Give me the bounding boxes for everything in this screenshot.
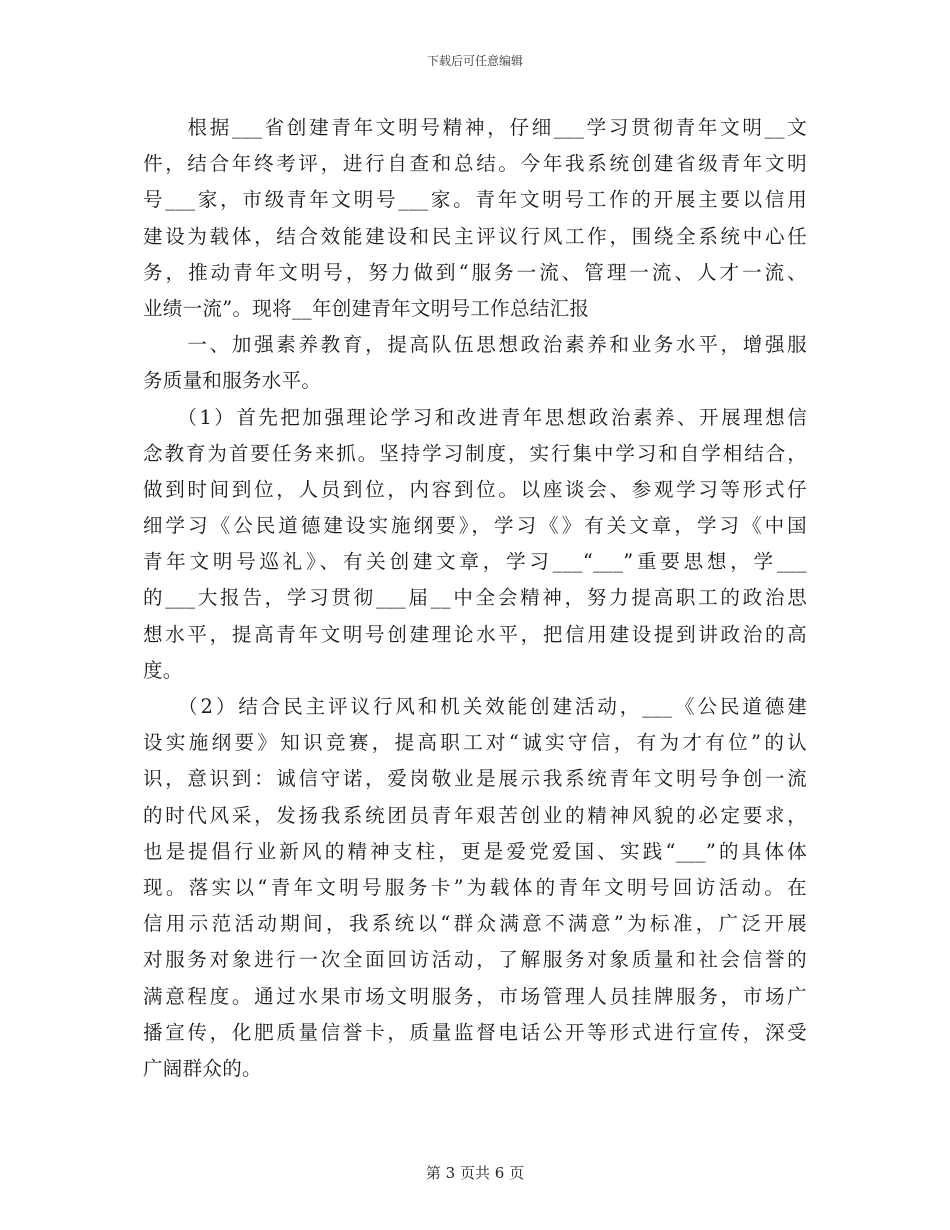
text-line: 务质量和服务水平。 xyxy=(143,369,322,393)
document-body xyxy=(143,110,807,1087)
text-line: 设实施纲要》知识竞赛，提高职工对“诚实守信，有为才有位”的认 xyxy=(143,731,807,755)
text-line: 业绩一流”。现将__年创建青年文明号工作总结汇报 xyxy=(143,296,590,320)
text-line: 也是提倡行业新风的精神支柱，更是爱党爱国、实践“___”的具体体 xyxy=(143,839,807,863)
text-line: 现。落实以“青年文明号服务卡”为载体的青年文明号回访活动。在 xyxy=(143,875,807,899)
text-line: 满意程度。通过水果市场文明服务，市场管理人员挂牌服务，市场广 xyxy=(143,984,807,1008)
text-line: 识，意识到：诚信守诺，爱岗敬业是展示我系统青年文明号争创一流 xyxy=(143,767,807,791)
text-line: 做到时间到位，人员到位，内容到位。以座谈会、参观学习等形式仔 xyxy=(143,477,807,501)
text-line: 度。 xyxy=(143,658,183,682)
page-footer: 第 3 页共 6 页 xyxy=(425,1164,525,1182)
text-line: 号___家，市级青年文明号___家。青年文明号工作的开展主要以信用 xyxy=(143,188,807,212)
text-line: 想水平，提高青年文明号创建理论水平，把信用建设提到讲政治的高 xyxy=(143,622,807,646)
text-line: 件，结合年终考评，进行自查和总结。今年我系统创建省级青年文明 xyxy=(143,152,807,176)
text-line: （1）首先把加强理论学习和改进青年思想政治素养、开展理想信 xyxy=(143,405,807,429)
text-line: （2）结合民主评议行风和机关效能创建活动，___《公民道德建 xyxy=(143,695,807,718)
text-line: 根据___省创建青年文明号精神，仔细___学习贯彻青年文明__文 xyxy=(143,116,807,139)
text-line: 青年文明号巡礼》、有关创建文章，学习___“___”重要思想，学___ xyxy=(143,550,807,574)
text-line: 一、加强素养教育，提高队伍思想政治素养和业务水平，增强服 xyxy=(143,333,807,357)
text-line: 念教育为首要任务来抓。坚持学习制度，实行集中学习和自学相结合， xyxy=(143,441,807,465)
text-line: 广阔群众的。 xyxy=(143,1056,262,1080)
text-line: 信用示范活动期间，我系统以“群众满意不满意”为标准，广泛开展 xyxy=(143,912,807,936)
text-line: 的___大报告，学习贯彻___届__中全会精神，努力提高职工的政治思 xyxy=(143,586,807,610)
text-line: 务，推动青年文明号，努力做到“服务一流、管理一流、人才一流、 xyxy=(143,260,807,284)
text-line: 的时代风采，发扬我系统团员青年艰苦创业的精神风貌的必定要求， xyxy=(143,803,807,827)
text-line: 建设为载体，结合效能建设和民主评议行风工作，围绕全系统中心任 xyxy=(143,224,807,248)
page-header: 下载后可任意编辑 xyxy=(426,54,523,68)
text-line: 细学习《公民道德建设实施纲要》，学习《》有关文章，学习《中国 xyxy=(143,514,807,538)
text-line: 播宣传，化肥质量信誉卡，质量监督电话公开等形式进行宣传，深受 xyxy=(143,1020,807,1044)
text-line: 对服务对象进行一次全面回访活动，了解服务对象质量和社会信誉的 xyxy=(143,948,807,972)
